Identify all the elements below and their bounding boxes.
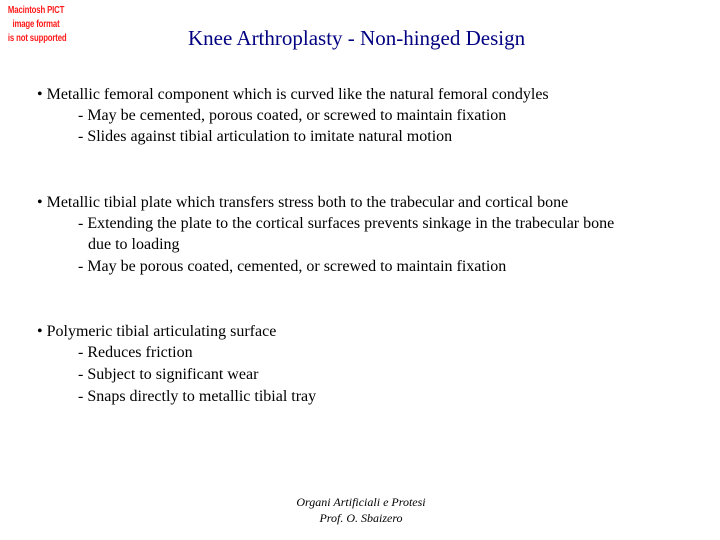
bullet-femoral: • Metallic femoral component which is curved like the natural femoral condyles xyxy=(37,86,549,103)
placeholder-line: Macintosh PICT xyxy=(7,5,65,16)
sub-bullet: - Snaps directly to metallic tibial tray xyxy=(78,388,317,405)
placeholder-line: is not supported xyxy=(7,33,67,44)
sub-bullet: - May be porous coated, cemented, or screwed to maintain fixation xyxy=(78,258,507,275)
sub-bullet: - May be cemented, porous coated, or screwed to maintain fixation xyxy=(78,107,507,124)
unsupported-image-placeholder xyxy=(0,4,72,46)
professor-name: Prof. O. Sbaizero xyxy=(319,511,403,525)
sub-bullet: - Subject to significant wear xyxy=(78,366,259,383)
bullet-polymeric-surface: • Polymeric tibial articulating surface xyxy=(37,323,277,340)
course-name: Organi Artificiali e Protesi xyxy=(296,495,426,509)
sub-bullet: - Extending the plate to the cortical surfaces prevents sinkage in the trabecular bone xyxy=(78,215,615,232)
slide-title: Knee Arthroplasty - Non-hinged Design xyxy=(188,26,526,50)
bullet-tibial-plate: • Metallic tibial plate which transfers stress both to the trabecular and cortical bone xyxy=(37,194,569,211)
placeholder-line: image format xyxy=(12,19,60,30)
sub-bullet: - Reduces friction xyxy=(78,344,193,361)
slide-footer xyxy=(286,494,436,526)
sub-bullet-continuation: due to loading xyxy=(88,236,180,253)
sub-bullet: - Slides against tibial articulation to imitate natural motion xyxy=(78,128,453,145)
